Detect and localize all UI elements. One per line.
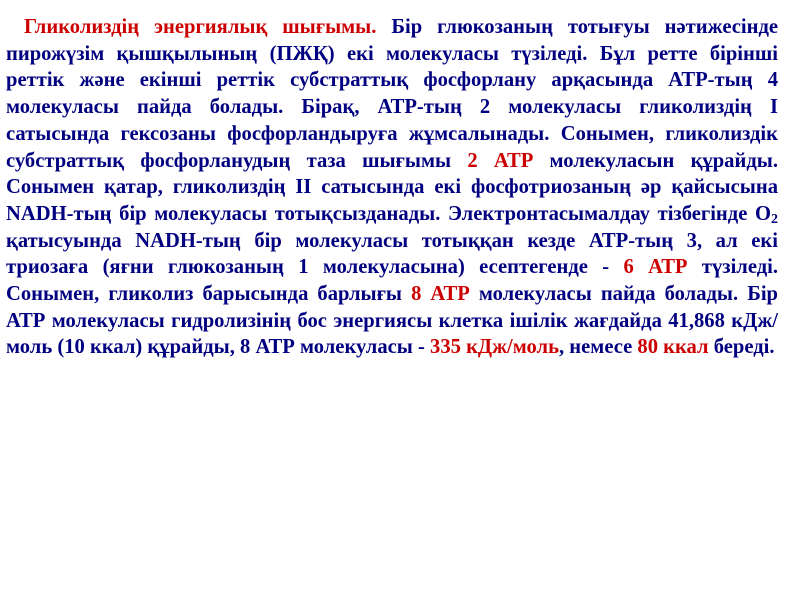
text-segment-4: түзіледі. Сонымен, гликолиз барысында барлығы	[6, 256, 778, 306]
highlight-6-atp: 6 АТР	[623, 256, 688, 279]
document-page	[6, 14, 778, 361]
text-segment-2: молекуласын құрайды. Сонымен қатар, гликолиздің ІІ сатысында екі фосфотриозаның әр қайсысына NADH-тың бір молекуласы тотықсызданады. Электронтасымалдау тізбегінде О	[6, 149, 778, 225]
highlight-8-atp: 8 АТР	[411, 283, 470, 306]
highlight-2-atp: 2 АТР	[467, 149, 534, 172]
text-segment-3: қатысуында NADH-тың бір молекуласы тотыққан кезде АТР-тың 3, ал екі триозаға (яғни глюкозаның 1 молекуласына) есептегенде -	[6, 229, 778, 279]
oxygen-subscript: 2	[771, 211, 778, 227]
highlight-335-kj-mol: 335 кДж/моль	[430, 336, 559, 359]
highlight-80-kcal: 80 ккал	[637, 336, 709, 359]
text-segment-6: , немесе	[558, 336, 638, 359]
text-segment-1: Бір глюкозаның тотығуы нәтижесінде пирожүзім қышқылының (ПЖҚ) екі молекуласы түзіледі. Бұл ретте бірінші реттік және екінші реттік субстраттық фосфорлану арқасында АТР-тың 4 молекуласы пайда болады. Бірақ, АТР-тың 2 молекуласы гликолиздің І сатысында гексозаны фосфорландыруға жұмсалынады. Сонымен, гликолиздік субстраттық фосфорланудың таза шығымы	[6, 16, 779, 172]
text-segment-7: береді.	[708, 336, 775, 359]
paragraph-lead-title: Гликолиздің энергиялық шығымы.	[24, 16, 377, 38]
text-segment-5: молекуласы пайда болады. Бір АТР молекуласы гидролизінің бос энергиясы клетка ішілік жағдайда 41,868 кДж/моль (10 ккал) құрайды, 8 АТР молекуласы -	[6, 283, 779, 359]
body-paragraph	[6, 14, 778, 361]
